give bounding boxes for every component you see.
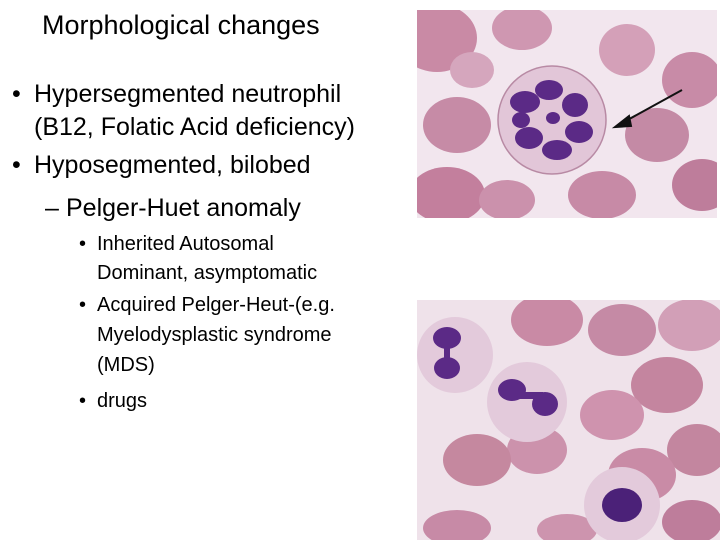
hypersegmented-neutrophil-image	[417, 10, 717, 218]
sub-sub-bullet-text: drugs	[97, 390, 148, 412]
sub-sub-bullet-text: Inherited Autosomal	[97, 233, 274, 255]
bullet-text: Hyposegmented, bilobed	[34, 151, 311, 179]
sub-bullet-text: Pelger-Huet anomaly	[66, 194, 301, 222]
sub-sub-bullet-marker: •	[79, 233, 87, 255]
sub-sub-bullet-text: Acquired Pelger-Heut-(e.g.	[97, 294, 335, 316]
sub-sub-bullet-text-continued: (MDS)	[97, 354, 155, 376]
bullet-marker: •	[12, 80, 21, 108]
sub-sub-bullet-marker: •	[79, 390, 87, 412]
sub-sub-bullet-text-continued: Dominant, asymptomatic	[97, 262, 318, 284]
sub-bullet-marker: –	[45, 194, 59, 222]
bullet-marker: •	[12, 151, 21, 179]
slide-title: Morphological changes	[42, 10, 320, 40]
pelger-huet-neutrophils-image	[417, 300, 720, 540]
bullet-text: Hypersegmented neutrophil	[34, 80, 342, 108]
sub-sub-bullet-marker: •	[79, 294, 87, 316]
bullet-text-continued: (B12, Folatic Acid deficiency)	[34, 113, 355, 141]
sub-sub-bullet-text-continued: Myelodysplastic syndrome	[97, 324, 332, 346]
